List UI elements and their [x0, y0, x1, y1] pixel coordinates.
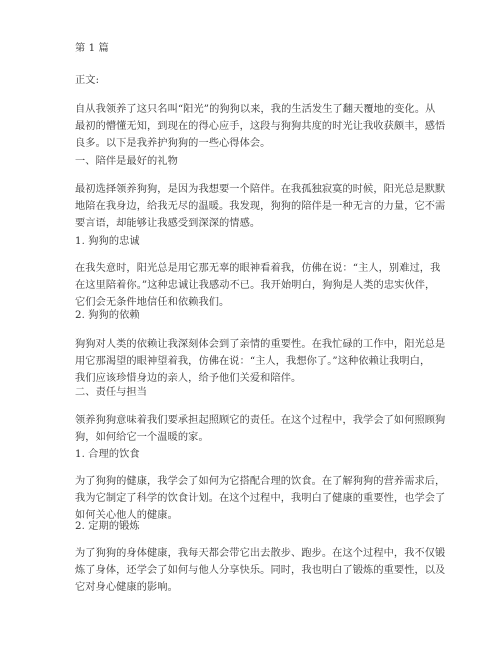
subsection-dependence-heading: 2. 狗狗的依赖 [75, 310, 140, 321]
section-2-paragraph: 领养狗狗意味着我们要承担起照顾它的责任。在这个过程中，我学会了如何照顾狗 狗，如何给它一个温暖的家。 [75, 415, 446, 443]
subsection-dependence-paragraph: 狗狗对人类的依赖让我深刻体会到了亲情的重要性。在我忙碌的工作中，阳光总是 用它那渴望的眼神望着我，仿佛在说：“主人，我想你了。”这种依赖让我明白， 我们应该珍惜身边的亲人，给予他们关爱和陪伴。 [75, 339, 446, 384]
section-1-paragraph: 最初选择领养狗狗，是因为我想要一个陪伴。在我孤独寂寞的时候，阳光总是默默 地陪在我身边，给我无尽的温暖。我发现，狗狗的陪伴是一种无言的力量，它不需 要言语，却能够让我感受到深深的情感。 [75, 184, 446, 229]
intro-paragraph: 自从我领养了这只名叫“阳光”的狗狗以来，我的生活发生了翻天覆地的变化。从 最初的懵懂无知，到现在的得心应手，这段与狗狗共度的时光让我收获颇丰，感悟 良多。以下是我养护狗狗的一些心得体会。 [75, 104, 446, 149]
section-2-heading: 二、责任与担当 [75, 387, 148, 398]
subsection-exercise-heading: 2. 定期的锻炼 [75, 521, 140, 532]
subsection-loyalty-heading: 1. 狗狗的忠诚 [75, 236, 140, 247]
body-label: 正文: [75, 75, 100, 86]
subsection-diet-paragraph: 为了狗狗的健康，我学会了如何为它搭配合理的饮食。在了解狗狗的营养需求后， 我为它制定了科学的饮食计划。在这个过程中，我明白了健康的重要性，也学会了 如何关心他人的健康。 [75, 476, 446, 521]
subsection-diet-heading: 1. 合理的饮食 [75, 449, 140, 460]
subsection-exercise-paragraph: 为了狗狗的身体健康，我每天都会带它出去散步、跑步。在这个过程中，我不仅锻 炼了身体，还学会了如何与他人分享快乐。同时，我也明白了锻炼的重要性，以及 它对身心健康的影响。 [75, 548, 446, 593]
chapter-heading: 第 1 篇 [75, 43, 109, 54]
subsection-loyalty-paragraph: 在我失意时，阳光总是用它那无辜的眼神看着我，仿佛在说：“主人，别难过，我 在这里陪着你。”这种忠诚让我感动不已。我开始明白，狗狗是人类的忠实伙伴， 它们会无条件地信任和依赖我们。 [75, 263, 441, 308]
section-1-heading: 一、陪伴是最好的礼物 [75, 156, 178, 167]
